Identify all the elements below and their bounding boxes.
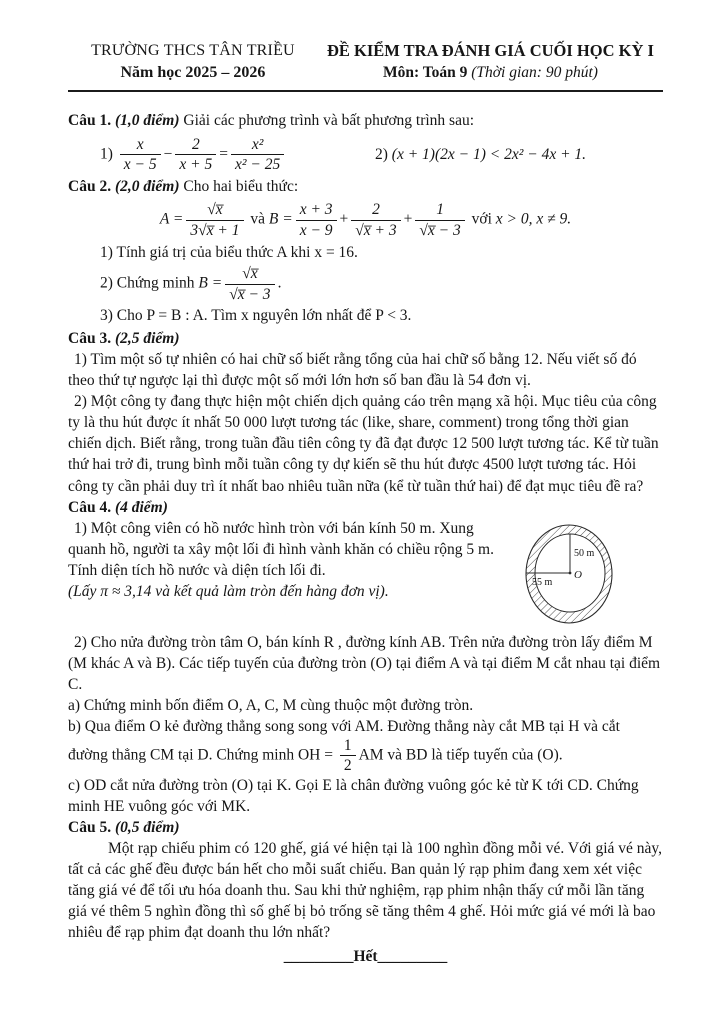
q2-label: Câu 2. — [68, 178, 112, 196]
q3-label: Câu 3. — [68, 329, 112, 347]
fraction: $\frac{1}{√x̅ - 3}$ — [415, 201, 464, 239]
fraction: $\frac{2}{√x̅ + 3}$ — [351, 201, 400, 239]
exam-subject-line — [318, 62, 663, 83]
q2-heading — [68, 176, 663, 197]
with-word: với — [471, 210, 492, 228]
q1-heading — [68, 110, 663, 131]
q4-part-c: c) OD cắt nửa đường tròn (O) tại K. Gọi E là chân đường vuông góc kẻ từ K tới CD. Chứng minh HE vuông góc với MK. — [68, 776, 639, 815]
center-point — [569, 571, 572, 574]
q2-A-lhs: A = — [159, 210, 184, 228]
q4-part-b-text: b) Qua điểm O kẻ đường thẳng song song với AM. Đường thẳng này cắt MB tại H và cắt đường thẳng CM tại D. Chứng minh OH = — [68, 718, 620, 764]
q4-part-b-tail: AM và BD là tiếp tuyến của (O). — [358, 746, 563, 764]
q2-item2-lhs: B = — [198, 274, 223, 292]
q2-item-1: 1) Tính giá trị của biểu thức A khi x = 16. — [100, 244, 358, 262]
conjunction: và — [250, 210, 266, 228]
fraction: $\frac{x}{x - 5}$ — [120, 136, 161, 174]
q2-B-lhs: B = — [268, 210, 293, 228]
q2-item-3: 3) Cho P = B : A. Tìm x nguyên lớn nhất để P < 3. — [100, 306, 412, 324]
fraction: $\frac{√x̅}{3√x̅ + 1}$ — [186, 201, 243, 239]
q2-points: (2,0 điểm) — [114, 178, 180, 196]
q4-annulus-figure — [523, 522, 623, 628]
plus-operator: + — [403, 210, 413, 228]
q1-eq2-number: 2) — [375, 145, 388, 163]
q3-heading — [68, 328, 663, 349]
q3-points: (2,5 điểm) — [114, 329, 180, 347]
fraction: $\frac{√x̅}{√x̅ - 3}$ — [225, 265, 274, 303]
q2-item2-text: 2) Chứng minh — [100, 274, 195, 292]
fraction: $\frac{1}{2}$ — [340, 737, 356, 775]
end-label: Hết — [353, 948, 378, 966]
center-label: O — [574, 568, 582, 581]
header-divider — [68, 90, 663, 92]
q1-label: Câu 1. — [68, 111, 112, 129]
q1-eq2-expression: (x + 1)(2x − 1) < 2x² − 4x + 1. — [391, 145, 587, 163]
q5-points: (0,5 điểm) — [114, 818, 180, 836]
header-title-block — [318, 40, 663, 84]
q1-intro: Giải các phương trình và bất phương trình sau: — [183, 111, 475, 129]
q5-paragraph: Một rạp chiếu phim có 120 ghế, giá vé hiện tại là 100 nghìn đồng mỗi vé. Với giá vé này, tất cả các ghế đều được bán hết cho mỗi suất chiếu. Ban quản lý rạp phim đang xem xét việc tăng giá vé để tối ưu hóa doanh thu. Sau khi thử nghiệm, rạp phim nhận thấy cứ mỗi lần tăng giá vé thêm 5 nghìn đồng thì số ghế bị bỏ trống sẽ tăng thêm 4 ghế. Hỏi mức giá vé mới là bao nhiêu để rạp phim đạt doanh thu lớn nhất? — [68, 840, 663, 942]
q1-points: (1,0 điểm) — [114, 111, 180, 129]
school-year: Năm học 2025 – 2026 — [120, 63, 266, 81]
plus-operator: + — [339, 210, 349, 228]
exam-subject: Môn: Toán 9 — [382, 64, 468, 82]
q2-item-2 — [100, 265, 663, 303]
school-name: TRƯỜNG THCS TÂN TRIỀU — [91, 42, 295, 59]
q3-item-2: 2) Một công ty đang thực hiện một chiến dịch quảng cáo trên mạng xã hội. Mục tiêu của công ty là thu hút được ít nhất 50 000 lượt tương tác (like, share, comment) trong tổng thời gian chiến dịch. Biết rằng, trong tuần đầu tiên công ty đã đạt được 12 500 lượt tương tác. Kể từ tuần thứ hai trở đi, trung bình mỗi tuần công ty dự kiến sẽ thu hút được 4500 lượt tương tác. Hỏi công ty cần phải duy trì ít nhất bao nhiêu tuần nữa (kể từ tuần thứ hai) để đạt mục tiêu đề ra? — [68, 393, 659, 495]
q4-part-a: a) Chứng minh bốn điểm O, A, C, M cùng thuộc một đường tròn. — [68, 696, 474, 714]
q5-heading — [68, 817, 663, 838]
q1-equation-2 — [375, 144, 663, 165]
q3-item-1: 1) Tìm một số tự nhiên có hai chữ số biết rằng tổng của hai chữ số bằng 12. Nếu viết số đó theo thứ tự ngược lại thì được một số mới lớn hơn số ban đầu là 54 đơn vị. — [68, 351, 637, 390]
period: . — [277, 274, 282, 292]
annulus-diagram — [523, 522, 623, 628]
q1-eq1-number: 1) — [100, 145, 113, 163]
end-marker — [68, 946, 663, 967]
fraction: $\frac{2}{x + 5}$ — [175, 136, 216, 174]
q1-equations — [68, 136, 663, 174]
q4-label: Câu 4. — [68, 498, 112, 516]
end-line-right: _________ — [377, 948, 448, 966]
q2-formula — [68, 201, 663, 239]
exam-header — [68, 40, 663, 84]
q4-part-b — [68, 716, 663, 775]
fraction: $\frac{\text{x²}}{\text{x² − 25}}$ — [231, 136, 284, 174]
q4-heading — [68, 497, 663, 518]
q4-item-1: 1) Một công viên có hồ nước hình tròn với bán kính 50 m. Xung quanh hồ, người ta xây một lối đi hình vành khăn có chiều rộng 5 m. Tính diện tích hồ nước và diện tích lối đi. — [68, 519, 494, 579]
q5-label: Câu 5. — [68, 818, 112, 836]
exam-duration: (Thời gian: 90 phút) — [471, 64, 598, 82]
header-school-block — [68, 40, 318, 84]
outer-radius-label: 55 m — [532, 576, 553, 588]
q4-item-2: 2) Cho nửa đường tròn tâm O, bán kính R , đường kính AB. Trên nửa đường tròn lấy điểm M (M khác A và B). Các tiếp tuyến của đường tròn (O) tại điểm A và tại điểm M cắt nhau tại điểm C. — [68, 633, 661, 693]
fraction: $\frac{x + 3}{x - 9}$ — [296, 201, 337, 239]
q2-intro: Cho hai biểu thức: — [183, 178, 299, 196]
exam-title: ĐỀ KIỂM TRA ĐÁNH GIÁ CUỐI HỌC KỲ I — [326, 41, 654, 60]
end-line-left: _________ — [283, 948, 354, 966]
q4-note-text: (Lấy π ≈ 3,14 và kết quả làm tròn đến hàng đơn vị). — [68, 582, 389, 600]
q4-points: (4 điểm) — [114, 498, 168, 516]
q1-equation-1 — [100, 136, 375, 174]
q2-condition: x > 0, x ≠ 9. — [495, 210, 572, 228]
inner-radius-label: 50 m — [574, 547, 595, 559]
minus-operator: − — [163, 145, 173, 163]
equals-operator: = — [219, 145, 228, 163]
exam-body — [68, 110, 663, 968]
